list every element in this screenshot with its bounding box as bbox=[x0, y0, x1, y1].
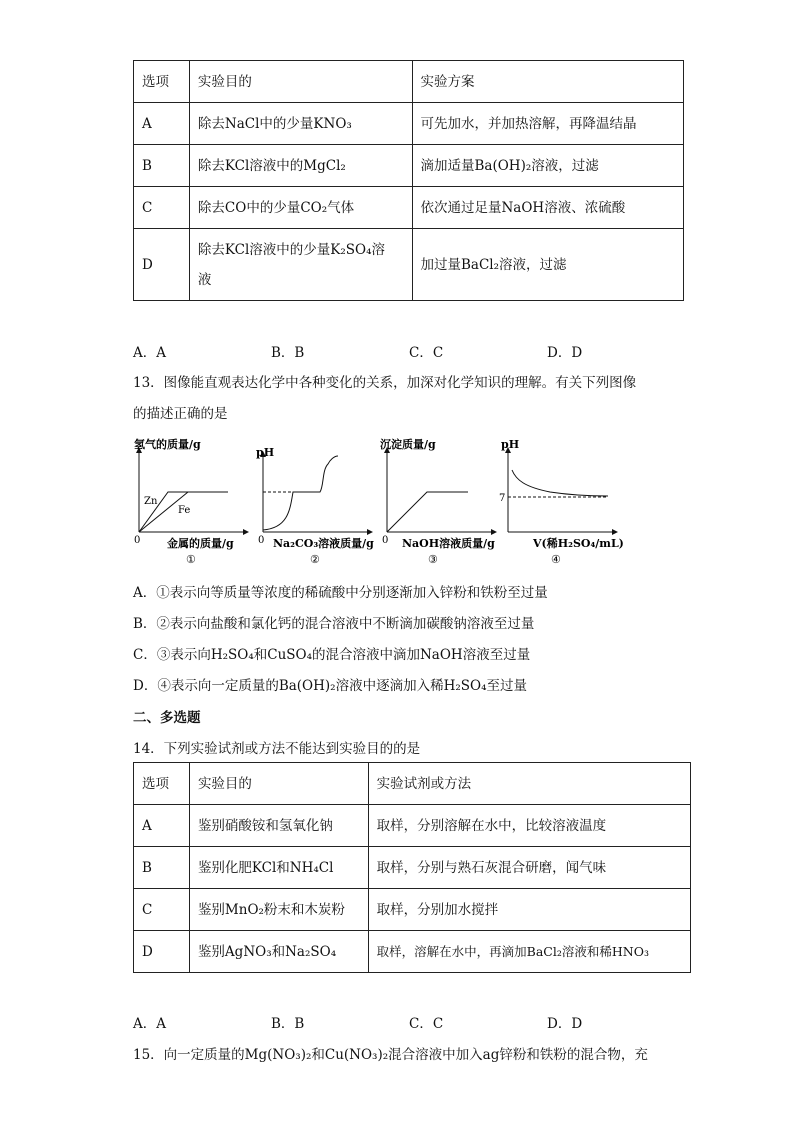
table-cell: 实验目的 bbox=[189, 61, 412, 103]
q14-table bbox=[133, 762, 691, 973]
choice-c[interactable]: C．C bbox=[409, 345, 444, 361]
table-row bbox=[134, 931, 691, 973]
g4-seven: 7 bbox=[499, 493, 506, 504]
q13-option-d[interactable]: D．④表示向一定质量的Ba(OH)₂溶液中逐滴加入稀H₂SO₄至过量 bbox=[133, 678, 527, 694]
table-cell: 滴加适量Ba(OH)₂溶液，过滤 bbox=[412, 145, 684, 187]
table-cell: 除去CO中的少量CO₂气体 bbox=[189, 187, 412, 229]
table-cell: C bbox=[134, 187, 190, 229]
table-cell: D bbox=[134, 229, 190, 301]
table-cell: 实验试剂或方法 bbox=[368, 763, 690, 805]
g2-xlabel: Na₂CO₃溶液质量/g bbox=[273, 537, 374, 550]
choice-c[interactable]: C．C bbox=[409, 1016, 444, 1032]
table-cell: 取样，分别加水搅拌 bbox=[368, 889, 690, 931]
graph-4 bbox=[508, 448, 617, 532]
g4-xlabel: V(稀H₂SO₄/mL) bbox=[533, 537, 624, 550]
g3-num: ③ bbox=[428, 553, 438, 566]
table-cell: 鉴别MnO₂粉末和木炭粉 bbox=[189, 889, 368, 931]
q13-option-c[interactable]: C．③表示向H₂SO₄和CuSO₄的混合溶液中滴加NaOH溶液至过量 bbox=[133, 647, 531, 663]
table-cell: 除去KCl溶液中的少量K₂SO₄溶液 bbox=[189, 229, 412, 301]
q13-stem-line1: 13．图像能直观表达化学中各种变化的关系，加深对化学知识的理解。有关下列图像 bbox=[133, 375, 637, 391]
g2-ylabel: pH bbox=[256, 446, 275, 459]
table-row bbox=[134, 103, 684, 145]
section-heading: 二、多选题 bbox=[133, 710, 201, 726]
g2-num: ② bbox=[310, 553, 320, 566]
table-cell: 除去KCl溶液中的MgCl₂ bbox=[189, 145, 412, 187]
table-cell: 依次通过足量NaOH溶液、浓硫酸 bbox=[412, 187, 684, 229]
table-cell: 加过量BaCl₂溶液，过滤 bbox=[412, 229, 684, 301]
table-cell: D bbox=[134, 931, 190, 973]
g3-xlabel: NaOH溶液质量/g bbox=[402, 537, 495, 550]
q13-option-b[interactable]: B．②表示向盐酸和氯化钙的混合溶液中不断滴加碳酸钠溶液至过量 bbox=[133, 616, 535, 632]
g1-origin: 0 bbox=[134, 535, 141, 546]
table-row bbox=[134, 187, 684, 229]
table-cell: A bbox=[134, 805, 190, 847]
table-row bbox=[134, 805, 691, 847]
table-cell: 除去NaCl中的少量KNO₃ bbox=[189, 103, 412, 145]
g1-fe: Fe bbox=[178, 505, 191, 516]
table-cell: 取样，分别溶解在水中，比较溶液温度 bbox=[368, 805, 690, 847]
g1-num: ① bbox=[186, 553, 196, 566]
choice-d[interactable]: D．D bbox=[547, 345, 583, 361]
choice-a[interactable]: A．A bbox=[133, 345, 166, 361]
table-row bbox=[134, 889, 691, 931]
table-cell: C bbox=[134, 889, 190, 931]
g1-ylabel: 氢气的质量/g bbox=[134, 438, 201, 451]
g1-zn: Zn bbox=[144, 496, 158, 507]
table-header-row bbox=[134, 763, 691, 805]
choice-b[interactable]: B．B bbox=[271, 345, 305, 361]
q12-table bbox=[133, 60, 684, 301]
table-cell: 鉴别硝酸铵和氢氧化钠 bbox=[189, 805, 368, 847]
q13-graphs bbox=[130, 430, 640, 570]
q13-stem-line2: 的描述正确的是 bbox=[133, 406, 228, 422]
table-cell: 鉴别AgNO₃和Na₂SO₄ bbox=[189, 931, 368, 973]
table-cell: 鉴别化肥KCl和NH₄Cl bbox=[189, 847, 368, 889]
graph-1 bbox=[139, 448, 248, 532]
table-row bbox=[134, 229, 684, 301]
choice-d[interactable]: D．D bbox=[547, 1016, 583, 1032]
table-cell: 选项 bbox=[134, 61, 190, 103]
table-cell: 取样，溶解在水中，再滴加BaCl₂溶液和稀HNO₃ bbox=[368, 931, 690, 973]
table-row bbox=[134, 145, 684, 187]
q13-option-a[interactable]: A．①表示向等质量等浓度的稀硫酸中分别逐渐加入锌粉和铁粉至过量 bbox=[133, 585, 548, 601]
graph-2 bbox=[263, 452, 372, 532]
g3-origin: 0 bbox=[382, 535, 389, 546]
table-cell: 取样，分别与熟石灰混合研磨，闻气味 bbox=[368, 847, 690, 889]
g1-xlabel: 金属的质量/g bbox=[167, 537, 234, 550]
q15-stem: 15．向一定质量的Mg(NO₃)₂和Cu(NO₃)₂混合溶液中加入ag锌粉和铁粉的混合物，充 bbox=[133, 1047, 648, 1063]
g3-ylabel: 沉淀质量/g bbox=[380, 438, 436, 451]
table-row bbox=[134, 847, 691, 889]
table-cell: 可先加水，并加热溶解，再降温结晶 bbox=[412, 103, 684, 145]
q14-stem: 14．下列实验试剂或方法不能达到实验目的的是 bbox=[133, 741, 421, 757]
g4-num: ④ bbox=[551, 553, 561, 566]
g4-ylabel: pH bbox=[501, 438, 520, 451]
table-header-row bbox=[134, 61, 684, 103]
table-cell: A bbox=[134, 103, 190, 145]
graph-3 bbox=[387, 448, 496, 532]
choice-a[interactable]: A．A bbox=[133, 1016, 166, 1032]
table-cell: 实验方案 bbox=[412, 61, 684, 103]
table-cell: 选项 bbox=[134, 763, 190, 805]
table-cell: 实验目的 bbox=[189, 763, 368, 805]
choice-b[interactable]: B．B bbox=[271, 1016, 305, 1032]
g2-origin: 0 bbox=[258, 535, 265, 546]
table-cell: B bbox=[134, 145, 190, 187]
table-cell: B bbox=[134, 847, 190, 889]
